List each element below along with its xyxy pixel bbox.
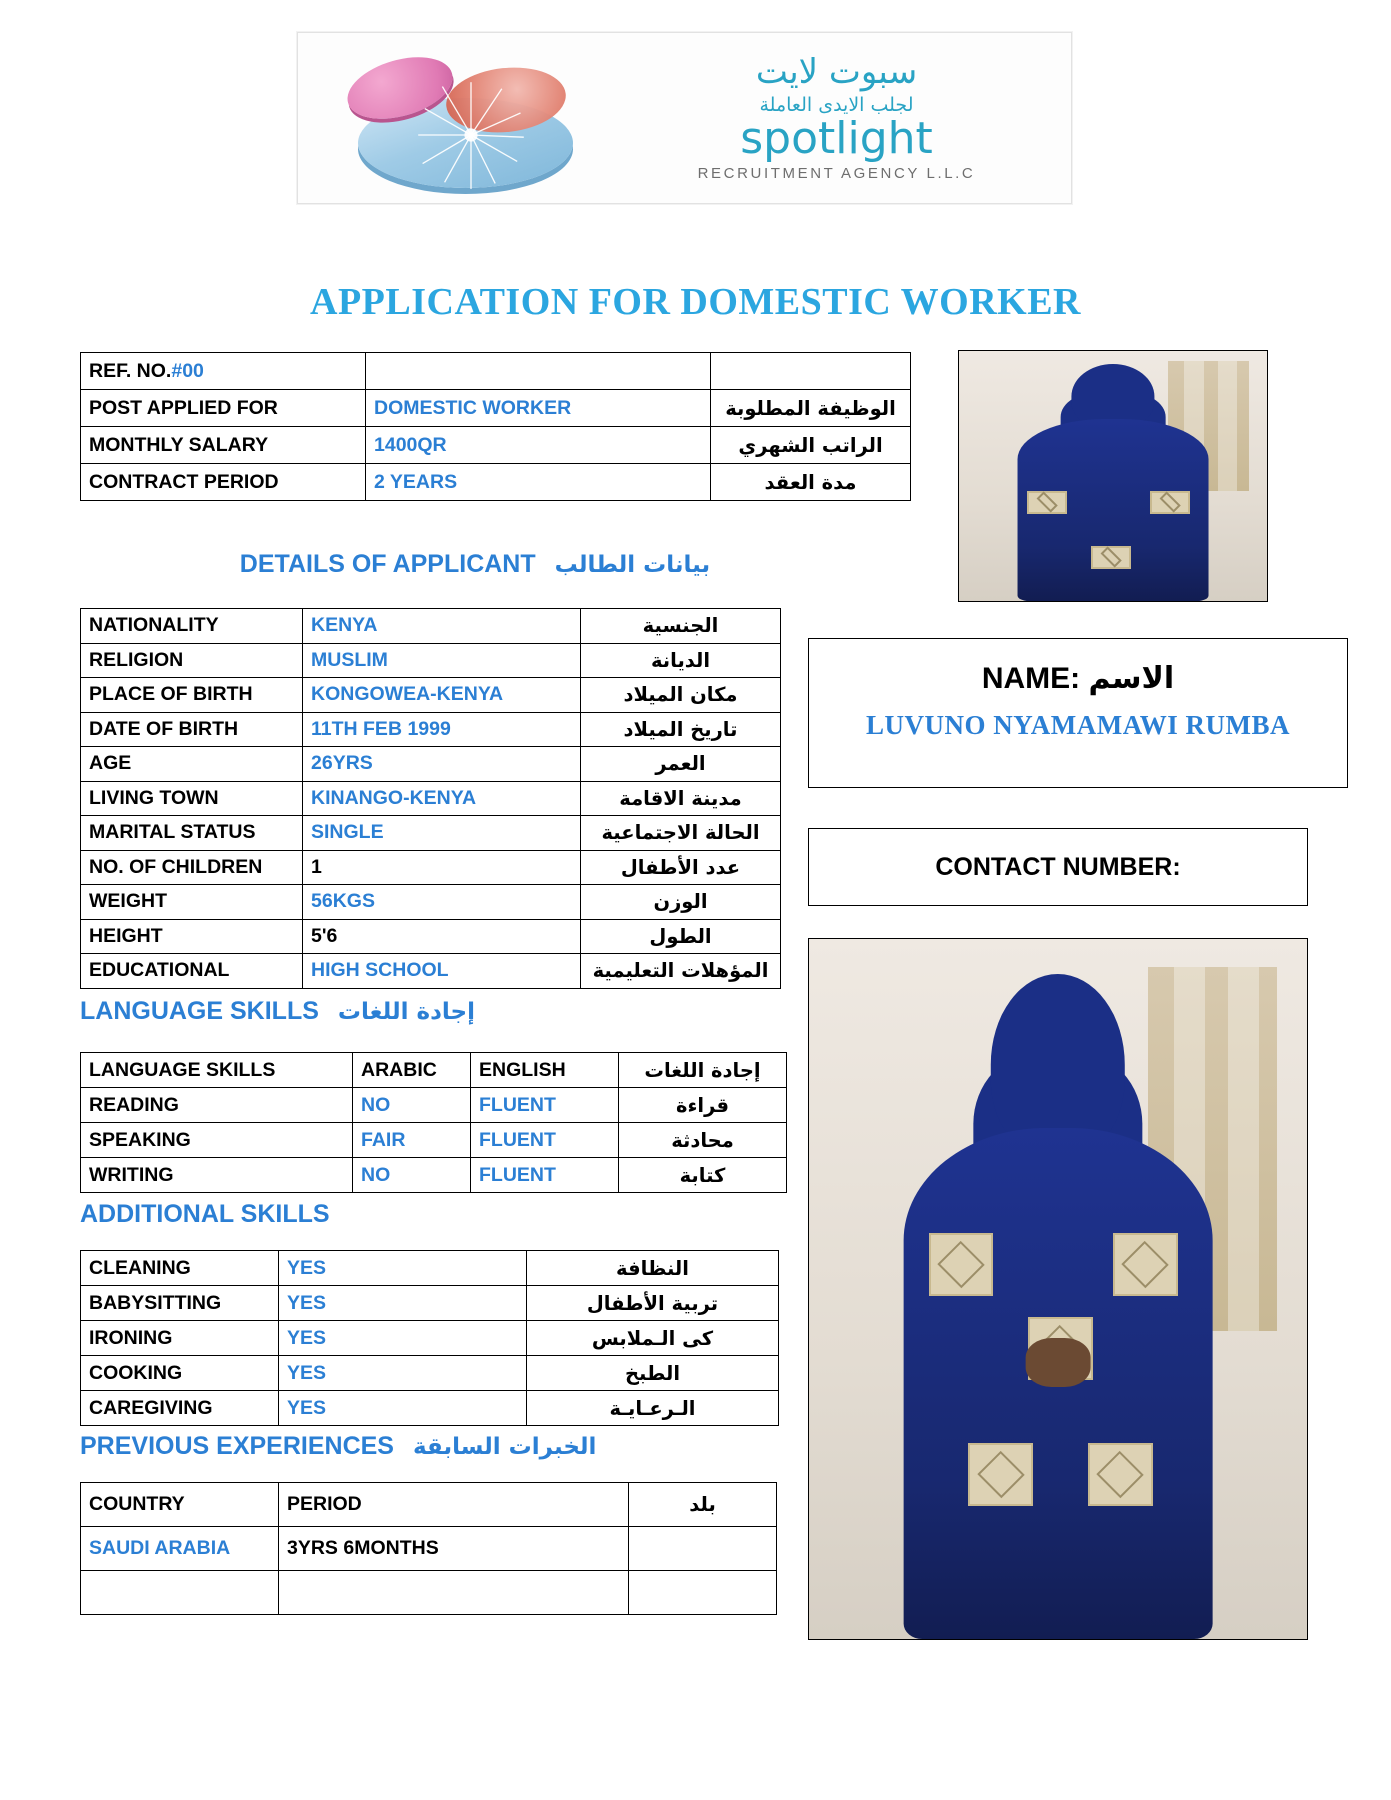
table-row [81, 816, 781, 851]
name-label-en: NAME: [981, 662, 1081, 695]
language-arabic-col-header: إجادة اللغات [619, 1053, 787, 1088]
ironing-arabic: كى الـملابس [527, 1321, 779, 1356]
place-of-birth-label: PLACE OF BIRTH [81, 678, 303, 713]
table-row [81, 390, 911, 427]
ref-no-value: #00 [171, 359, 204, 382]
table-row [81, 747, 781, 782]
reading-english-value: FLUENT [471, 1088, 619, 1123]
children-value: 1 [303, 850, 581, 885]
contract-period-label: CONTRACT PERIOD [81, 464, 366, 501]
applicant-name-value: LUVUNO NYAMAMAWI RUMBA [866, 710, 1290, 740]
speaking-english-value: FLUENT [471, 1123, 619, 1158]
language-skills-table [80, 1052, 787, 1193]
language-header-en: LANGUAGE SKILLS [80, 997, 319, 1025]
educational-arabic: المؤهلات التعليمية [581, 954, 781, 989]
age-value: 26YRS [303, 747, 581, 782]
table-row [81, 427, 911, 464]
educational-label: EDUCATIONAL [81, 954, 303, 989]
reference-table [80, 352, 911, 501]
monthly-salary-label: MONTHLY SALARY [81, 427, 366, 464]
children-arabic: عدد الأطفال [581, 850, 781, 885]
post-applied-label: POST APPLIED FOR [81, 390, 366, 427]
living-town-label: LIVING TOWN [81, 781, 303, 816]
marital-status-label: MARITAL STATUS [81, 816, 303, 851]
date-of-birth-label: DATE OF BIRTH [81, 712, 303, 747]
language-header-ar: إجادة اللغات [337, 999, 475, 1025]
table-row [81, 1321, 779, 1356]
babysitting-arabic: تربية الأطفال [527, 1286, 779, 1321]
experience-period-1: 3YRS 6MONTHS [279, 1527, 629, 1571]
experience-period-2 [279, 1571, 629, 1615]
reading-label: READING [81, 1088, 353, 1123]
reading-arabic-label: قراءة [619, 1088, 787, 1123]
table-row [81, 781, 781, 816]
marital-status-value: SINGLE [303, 816, 581, 851]
contact-number-box [808, 828, 1308, 906]
nationality-arabic: الجنسية [581, 609, 781, 644]
date-of-birth-value: 11TH FEB 1999 [303, 712, 581, 747]
table-row [81, 353, 911, 390]
reading-arabic-value: NO [353, 1088, 471, 1123]
nationality-label: NATIONALITY [81, 609, 303, 644]
writing-label: WRITING [81, 1158, 353, 1193]
cleaning-arabic: النظافة [527, 1251, 779, 1286]
caregiving-arabic: الـرعـايـة [527, 1391, 779, 1426]
cleaning-label: CLEANING [81, 1251, 279, 1286]
table-row [81, 609, 781, 644]
logo-tagline: RECRUITMENT AGENCY L.L.C [697, 164, 976, 182]
logo-arabic-title: سبوت لايت [755, 52, 918, 93]
previous-header-ar: الخبرات السابقة [412, 1434, 597, 1460]
experience-country-1: SAUDI ARABIA [81, 1527, 279, 1571]
logo-english-title: spotlight [740, 112, 933, 164]
table-row [81, 1251, 779, 1286]
nationality-value: KENYA [303, 609, 581, 644]
writing-english-value: FLUENT [471, 1158, 619, 1193]
previous-experience-table [80, 1482, 777, 1615]
religion-label: RELIGION [81, 643, 303, 678]
weight-value: 56KGS [303, 885, 581, 920]
speaking-arabic-value: FAIR [353, 1123, 471, 1158]
applicant-details-table [80, 608, 781, 989]
table-row [81, 712, 781, 747]
period-col-header: PERIOD [279, 1483, 629, 1527]
age-arabic: العمر [581, 747, 781, 782]
monthly-salary-arabic: الراتب الشهري [711, 427, 911, 464]
table-row [81, 954, 781, 989]
additional-skills-table [80, 1250, 779, 1426]
applicant-passport-photo [958, 350, 1268, 602]
ironing-value: YES [279, 1321, 527, 1356]
details-header-ar: بيانات الطالب [554, 552, 711, 578]
height-label: HEIGHT [81, 919, 303, 954]
table-row [81, 919, 781, 954]
living-town-arabic: مدينة الاقامة [581, 781, 781, 816]
table-row [81, 464, 911, 501]
table-header-row [81, 1483, 777, 1527]
details-of-applicant-header [0, 550, 950, 579]
details-header-en: DETAILS OF APPLICANT [239, 550, 536, 578]
table-row [81, 643, 781, 678]
cooking-arabic: الطبخ [527, 1356, 779, 1391]
cleaning-value: YES [279, 1251, 527, 1286]
speaking-label: SPEAKING [81, 1123, 353, 1158]
applicant-full-photo [808, 938, 1308, 1640]
table-row [81, 885, 781, 920]
ref-no-arabic [711, 353, 911, 390]
experience-country-2 [81, 1571, 279, 1615]
weight-arabic: الوزن [581, 885, 781, 920]
experience-extra-2 [629, 1571, 777, 1615]
place-of-birth-value: KONGOWEA-KENYA [303, 678, 581, 713]
religion-value: MUSLIM [303, 643, 581, 678]
contract-period-arabic: مدة العقد [711, 464, 911, 501]
caregiving-value: YES [279, 1391, 527, 1426]
logo-arabic-subtitle: لجلب الايدى العاملة [759, 93, 914, 116]
cooking-value: YES [279, 1356, 527, 1391]
height-value: 5'6 [303, 919, 581, 954]
language-col-header: LANGUAGE SKILLS [81, 1053, 353, 1088]
ironing-label: IRONING [81, 1321, 279, 1356]
weight-label: WEIGHT [81, 885, 303, 920]
table-row [81, 1571, 777, 1615]
applicant-name-card [808, 638, 1348, 788]
agency-logo [297, 32, 1072, 204]
table-row [81, 1286, 779, 1321]
writing-arabic-label: كتابة [619, 1158, 787, 1193]
additional-header-en: ADDITIONAL SKILLS [80, 1200, 330, 1228]
table-row [81, 850, 781, 885]
ref-no-label [81, 353, 366, 390]
page-title: APPLICATION FOR DOMESTIC WORKER [310, 281, 1081, 323]
table-row [81, 1088, 787, 1123]
age-label: AGE [81, 747, 303, 782]
contact-number-label: CONTACT NUMBER: [935, 852, 1181, 881]
educational-value: HIGH SCHOOL [303, 954, 581, 989]
table-row [81, 1158, 787, 1193]
babysitting-value: YES [279, 1286, 527, 1321]
cooking-label: COOKING [81, 1356, 279, 1391]
speaking-arabic-label: محادثة [619, 1123, 787, 1158]
height-arabic: الطول [581, 919, 781, 954]
ref-no-blank [366, 353, 711, 390]
babysitting-label: BABYSITTING [81, 1286, 279, 1321]
table-row [81, 678, 781, 713]
english-col-header: ENGLISH [471, 1053, 619, 1088]
additional-skills-header [80, 1200, 330, 1229]
post-applied-arabic: الوظيفة المطلوبة [711, 390, 911, 427]
ref-no-label-text: REF. NO. [89, 359, 172, 382]
arabic-col-header: ARABIC [353, 1053, 471, 1088]
religion-arabic: الديانة [581, 643, 781, 678]
living-town-value: KINANGO-KENYA [303, 781, 581, 816]
place-of-birth-arabic: مكان الميلاد [581, 678, 781, 713]
country-col-header: COUNTRY [81, 1483, 279, 1527]
post-applied-value: DOMESTIC WORKER [366, 390, 711, 427]
table-header-row [81, 1053, 787, 1088]
writing-arabic-value: NO [353, 1158, 471, 1193]
table-row [81, 1356, 779, 1391]
previous-experiences-header [80, 1432, 596, 1461]
table-row [81, 1123, 787, 1158]
experience-extra-1 [629, 1527, 777, 1571]
marital-status-arabic: الحالة الاجتماعية [581, 816, 781, 851]
children-label: NO. OF CHILDREN [81, 850, 303, 885]
previous-header-en: PREVIOUS EXPERIENCES [80, 1432, 394, 1460]
name-label-ar: الاسم [1088, 661, 1175, 696]
logo-graphic-icon [328, 38, 618, 198]
country-arabic-col-header: بلد [629, 1483, 777, 1527]
language-skills-header [80, 997, 475, 1026]
monthly-salary-value: 1400QR [366, 427, 711, 464]
caregiving-label: CAREGIVING [81, 1391, 279, 1426]
starburst-icon [416, 80, 526, 190]
table-row [81, 1527, 777, 1571]
name-label [809, 661, 1347, 696]
date-of-birth-arabic: تاريخ الميلاد [581, 712, 781, 747]
contract-period-value: 2 YEARS [366, 464, 711, 501]
table-row [81, 1391, 779, 1426]
